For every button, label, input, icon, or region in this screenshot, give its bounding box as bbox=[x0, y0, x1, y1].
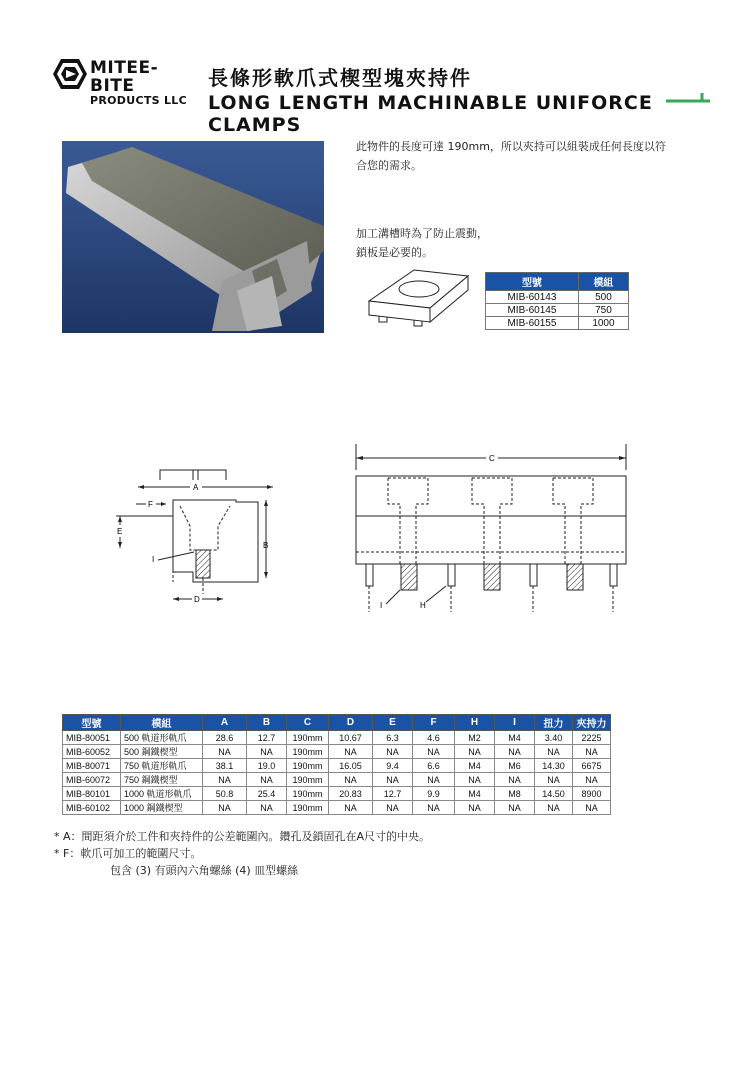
table-cell: NA bbox=[455, 801, 495, 815]
th-torque: 扭力 bbox=[535, 715, 573, 731]
table-cell: 12.7 bbox=[373, 787, 413, 801]
table-cell: NA bbox=[495, 745, 535, 759]
th-d: D bbox=[329, 715, 373, 731]
table-cell: M6 bbox=[495, 759, 535, 773]
cross-section-drawing bbox=[108, 462, 293, 618]
table-cell: 10.67 bbox=[329, 731, 373, 745]
lock-th-module: 模組 bbox=[578, 273, 628, 291]
table-cell: 190mm bbox=[287, 801, 329, 815]
desc-line2: 合您的需求。 bbox=[356, 159, 422, 172]
table-cell: 25.4 bbox=[247, 787, 287, 801]
table-cell: MIB-60102 bbox=[63, 801, 121, 815]
table-cell: 4.6 bbox=[413, 731, 455, 745]
th-i: I bbox=[495, 715, 535, 731]
table-cell: 2225 bbox=[573, 731, 611, 745]
table-cell: 50.8 bbox=[203, 787, 247, 801]
th-c: C bbox=[287, 715, 329, 731]
logo-mark-icon bbox=[52, 58, 88, 90]
th-model: 型號 bbox=[63, 715, 121, 731]
cell: MIB-60155 bbox=[486, 317, 579, 330]
spec-header-row bbox=[63, 715, 611, 731]
table-cell: NA bbox=[495, 773, 535, 787]
table-cell: M4 bbox=[455, 759, 495, 773]
lock-plate-drawing bbox=[364, 266, 474, 342]
table-cell: MIB-80051 bbox=[63, 731, 121, 745]
table-cell: 20.83 bbox=[329, 787, 373, 801]
table-cell: NA bbox=[535, 773, 573, 787]
label-e: E bbox=[117, 527, 123, 536]
label-f: F bbox=[148, 500, 153, 509]
table-cell: NA bbox=[329, 801, 373, 815]
table-cell: NA bbox=[373, 745, 413, 759]
table-cell: 190mm bbox=[287, 787, 329, 801]
product-photo bbox=[62, 141, 324, 333]
note-included: 包含 (3) 有頭內六角螺絲 (4) 皿型螺絲 bbox=[110, 864, 299, 877]
table-cell: 1000 軌道形軌爪 bbox=[121, 787, 203, 801]
table-cell: 38.1 bbox=[203, 759, 247, 773]
label-i: I bbox=[152, 555, 155, 564]
th-a: A bbox=[203, 715, 247, 731]
cell: 750 bbox=[578, 304, 628, 317]
label-b: B bbox=[263, 541, 269, 550]
table-cell: NA bbox=[535, 745, 573, 759]
table-cell: MIB-60052 bbox=[63, 745, 121, 759]
table-cell: 6.3 bbox=[373, 731, 413, 745]
description-block bbox=[356, 137, 666, 175]
table-cell: 190mm bbox=[287, 745, 329, 759]
table-row bbox=[63, 731, 611, 745]
table-cell: M8 bbox=[495, 787, 535, 801]
table-cell: 500 軌道形軌爪 bbox=[121, 731, 203, 745]
table-cell: 16.05 bbox=[329, 759, 373, 773]
table-cell: NA bbox=[495, 801, 535, 815]
table-row bbox=[63, 787, 611, 801]
lock-th-model: 型號 bbox=[486, 273, 579, 291]
table-cell: 14.30 bbox=[535, 759, 573, 773]
th-module: 模組 bbox=[121, 715, 203, 731]
th-f: F bbox=[413, 715, 455, 731]
table-cell: 500 鋼鐵楔型 bbox=[121, 745, 203, 759]
table-cell: NA bbox=[413, 773, 455, 787]
label-a: A bbox=[193, 483, 199, 492]
logo-line1: MITEE-BITE bbox=[90, 58, 159, 96]
table-cell: NA bbox=[329, 745, 373, 759]
table-cell: 6.6 bbox=[413, 759, 455, 773]
table-row bbox=[486, 291, 629, 304]
label-c: C bbox=[489, 454, 495, 463]
table-cell: 14.50 bbox=[535, 787, 573, 801]
title-chinese: 長條形軟爪式楔型塊夾持件 bbox=[208, 66, 472, 90]
table-cell: 19.0 bbox=[247, 759, 287, 773]
table-cell: NA bbox=[247, 745, 287, 759]
table-cell: NA bbox=[373, 801, 413, 815]
table-cell: M4 bbox=[455, 787, 495, 801]
table-cell: 9.9 bbox=[413, 787, 455, 801]
note-f: * F：軟爪可加工的範圍尺寸。 bbox=[54, 847, 202, 860]
table-cell: 1000 鋼鐵楔型 bbox=[121, 801, 203, 815]
table-row bbox=[63, 773, 611, 787]
table-row bbox=[63, 759, 611, 773]
table-cell: NA bbox=[455, 773, 495, 787]
table-cell: NA bbox=[247, 801, 287, 815]
table-cell: NA bbox=[535, 801, 573, 815]
table-cell: M2 bbox=[455, 731, 495, 745]
table-cell: MIB-80101 bbox=[63, 787, 121, 801]
table-cell: NA bbox=[573, 801, 611, 815]
table-cell: NA bbox=[573, 773, 611, 787]
table-cell: 9.4 bbox=[373, 759, 413, 773]
table-cell: NA bbox=[203, 773, 247, 787]
table-row bbox=[486, 317, 629, 330]
table-cell: NA bbox=[373, 773, 413, 787]
th-e: E bbox=[373, 715, 413, 731]
label-i2: I bbox=[380, 601, 383, 610]
th-b: B bbox=[247, 715, 287, 731]
spec-table bbox=[62, 714, 611, 815]
label-h: H bbox=[420, 601, 426, 610]
th-h: H bbox=[455, 715, 495, 731]
table-cell: NA bbox=[413, 745, 455, 759]
table-cell: 6675 bbox=[573, 759, 611, 773]
label-d: D bbox=[194, 595, 200, 604]
desc-line1: 此物件的長度可達 190mm，所以夾持可以組裝成任何長度以符 bbox=[356, 140, 666, 153]
cell: 1000 bbox=[578, 317, 628, 330]
table-cell: 750 鋼鐵楔型 bbox=[121, 773, 203, 787]
table-cell: NA bbox=[247, 773, 287, 787]
table-row bbox=[63, 801, 611, 815]
cell: 500 bbox=[578, 291, 628, 304]
table-cell: NA bbox=[455, 745, 495, 759]
cell: MIB-60145 bbox=[486, 304, 579, 317]
table-cell: NA bbox=[573, 745, 611, 759]
table-cell: 12.7 bbox=[247, 731, 287, 745]
green-accent bbox=[662, 88, 712, 100]
table-cell: NA bbox=[413, 801, 455, 815]
table-row bbox=[486, 304, 629, 317]
logo-line2: PRODUCTS LLC bbox=[90, 94, 187, 107]
table-cell: 28.6 bbox=[203, 731, 247, 745]
cell: MIB-60143 bbox=[486, 291, 579, 304]
table-cell: NA bbox=[203, 801, 247, 815]
table-cell: 750 軌道形軌爪 bbox=[121, 759, 203, 773]
desc-line4: 鎖板是必要的。 bbox=[356, 246, 433, 259]
table-cell: 8900 bbox=[573, 787, 611, 801]
table-cell: NA bbox=[203, 745, 247, 759]
table-cell: M4 bbox=[495, 731, 535, 745]
brand-logo bbox=[52, 58, 200, 107]
title-english: LONG LENGTH MACHINABLE UNIFORCE CLAMPS bbox=[208, 92, 653, 136]
table-cell: 190mm bbox=[287, 731, 329, 745]
lock-plate-table bbox=[485, 272, 629, 330]
table-cell: 190mm bbox=[287, 773, 329, 787]
th-clamp-force: 夾持力 bbox=[573, 715, 611, 731]
table-row bbox=[63, 745, 611, 759]
table-cell: MIB-60072 bbox=[63, 773, 121, 787]
table-cell: NA bbox=[329, 773, 373, 787]
side-view-drawing bbox=[348, 440, 638, 624]
note-a: * A：間距須介於工件和夾持件的公差範圍內。鑽孔及鎖固孔在A尺寸的中央。 bbox=[54, 830, 431, 843]
table-cell: 190mm bbox=[287, 759, 329, 773]
table-cell: MIB-80071 bbox=[63, 759, 121, 773]
lock-note bbox=[356, 224, 488, 262]
desc-line3: 加工溝槽時為了防止震動， bbox=[356, 227, 488, 240]
table-cell: 3.40 bbox=[535, 731, 573, 745]
